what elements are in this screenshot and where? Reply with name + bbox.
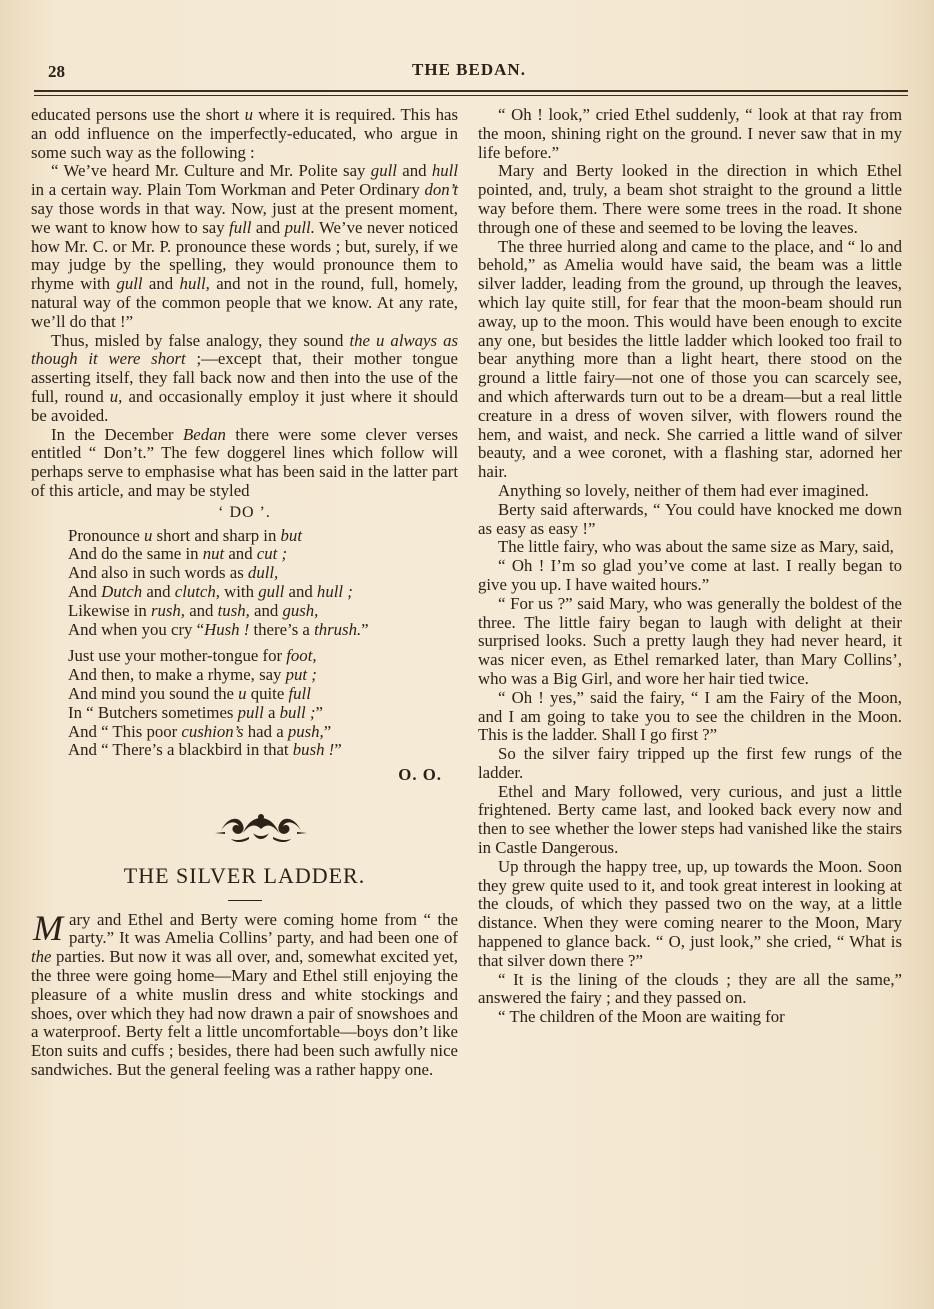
- text-run: Pronounce: [68, 525, 144, 545]
- header-rule-thick: [34, 90, 908, 92]
- italic-text: pull: [237, 702, 264, 722]
- story-paragraph: “ Oh ! look,” cried Ethel suddenly, “ look at that ray from the moon, shining right on the ground. I never saw that in my life before.”: [478, 105, 902, 162]
- italic-text: gull: [116, 274, 143, 294]
- header-rule-thin: [34, 95, 908, 96]
- paragraph: [31, 332, 458, 426]
- left-column: [31, 106, 458, 1080]
- text-run: quite: [246, 683, 289, 703]
- italic-text: push,: [287, 721, 324, 741]
- italic-text: hull,: [179, 274, 210, 294]
- italic-text: rush,: [150, 600, 186, 620]
- story-paragraph: “ Oh ! I’m so glad you’ve come at last. I really began to give you up. I have waited hours.”: [478, 556, 902, 594]
- story-paragraph: Up through the happy tree, up, up towards the Moon. Soon they grew quite used to it, and took great interest in looking at the clouds, of which they passed two on the way, at a little distance. When they were coming nearer to the Moon, Mary happened to glance back. “ O, just look,” she cried, “ What is that silver down there ?”: [478, 856, 902, 970]
- paragraph: [31, 162, 458, 331]
- title-divider: [228, 900, 262, 901]
- story-title: THE SILVER LADDER.: [123, 862, 366, 888]
- text-run: Likewise in: [68, 600, 151, 620]
- text-run: ”: [323, 721, 332, 741]
- italic-text: u: [238, 683, 247, 703]
- text-run: a: [263, 702, 280, 722]
- italic-text: foot,: [286, 646, 317, 666]
- story-paragraph: Mary and Berty looked in the direction in which Ethel pointed, and, truly, a beam shot straight to the ground a little way before them. There were some trees in the road. It shone through one of these and seemed to be loving the leaves.: [478, 161, 902, 237]
- italic-text: full: [229, 217, 252, 237]
- text-run: And “ There’s a blackbird in that: [68, 740, 293, 760]
- story-paragraph: “ It is the lining of the clouds ; they are all the same,” answered the fairy ; and they passed on.: [478, 969, 902, 1008]
- poem-line: [68, 723, 458, 742]
- poem-line: [68, 583, 458, 602]
- italic-text: tush,: [217, 600, 250, 620]
- text-run: say those words in that way. Now, just at the present moment, we want to know how to say: [31, 198, 458, 237]
- text-run: And mind you sound the: [68, 683, 239, 703]
- text-run: and occasionally employ it just where it should be avoided.: [31, 386, 458, 425]
- italic-text: cushion’s: [181, 721, 244, 741]
- italic-text: pull.: [284, 217, 315, 237]
- poem-line: [68, 647, 458, 666]
- italic-text: gull: [370, 161, 397, 181]
- italic-text: nut: [202, 544, 225, 564]
- text-run: and: [185, 600, 218, 620]
- text-run: And also in such words as: [68, 563, 248, 583]
- page-header: [32, 58, 906, 80]
- story-paragraph: Anything so lovely, neither of them had ever imagined.: [498, 480, 869, 500]
- story-paragraph: So the silver fairy tripped up the first few rungs of the ladder.: [478, 744, 902, 782]
- text-run: there’s a: [249, 619, 315, 639]
- text-run: and: [396, 161, 432, 181]
- text-run: And when you cry “: [68, 619, 205, 639]
- text-run: And: [68, 581, 102, 601]
- poem-stanza: [68, 527, 458, 640]
- italic-text: hull: [431, 161, 458, 181]
- italic-text: put ;: [285, 665, 317, 685]
- text-run: In the December: [51, 424, 184, 444]
- italic-text: gull: [258, 581, 285, 601]
- italic-text: but: [280, 525, 302, 545]
- italic-text: u,: [109, 386, 123, 406]
- text-run: had a: [243, 721, 288, 741]
- text-run: there were some clever verses entitled “ Don’t.” The few doggerel lines which follow will perhaps serve to emphasise what has been said in the latter part of this article, and may be styled: [31, 424, 459, 500]
- text-run: and: [224, 544, 257, 564]
- running-title: THE BEDAN.: [412, 60, 526, 79]
- text-run: And “ This poor: [68, 721, 182, 741]
- text-run: and not in the round, full, homely, natural way of the common people that we know. At any rate, we’ll do that !”: [31, 274, 458, 331]
- italic-text: the u always as though it were short: [31, 330, 458, 369]
- poem: [68, 527, 458, 761]
- italic-text: u: [143, 525, 153, 545]
- italic-text: Hush !: [204, 619, 250, 639]
- text-run: And do the same in: [68, 544, 203, 564]
- poem-line: [68, 685, 458, 704]
- text-run: Thus, misled by false analogy, they sound: [51, 330, 350, 350]
- story-paragraph: “ Oh ! yes,” said the fairy, “ I am the Fairy of the Moon, and I am going to take you to see the children in the Moon. This is the ladder. Shall I go first ?”: [478, 687, 902, 745]
- poem-signature: O. O.: [398, 765, 442, 785]
- text-run: and: [142, 581, 175, 601]
- story-paragraph: Ethel and Mary followed, very curious, and just a little frightened. Berty came last, and looked back every now and then to see whether the lower steps had vanished like the stairs in Castle Dangerous.: [478, 781, 902, 858]
- poem-stanza: [68, 647, 458, 760]
- text-run: “ We’ve heard Mr. Culture and Mr. Polite say: [51, 161, 371, 181]
- text-run: In “ Butchers sometimes: [68, 702, 238, 722]
- poem-line: [68, 602, 458, 621]
- text-run: ;—except that, their mother tongue asserting itself, they fall back now and then into the use of the full, round: [31, 349, 459, 406]
- poem-line: [68, 741, 458, 760]
- text-run: in a certain way. Plain Tom Workman and Peter Ordinary: [31, 180, 425, 200]
- text-run: short and sharp in: [152, 525, 281, 545]
- story-paragraph: The little fairy, who was about the same size as Mary, said,: [498, 537, 894, 557]
- drop-cap: M: [33, 907, 63, 948]
- poem-line: [68, 621, 458, 640]
- text-run: And then, to make a rhyme, say: [68, 665, 286, 685]
- text-run: ”: [361, 619, 369, 639]
- right-column: [478, 106, 902, 1027]
- text-run: ”: [315, 702, 323, 722]
- paragraph: educated persons use the short u where it is required. This has an odd influence on the imperfectly-educated, who argue in some such way as the following :: [31, 105, 459, 162]
- text-run: We’ve never noticed how Mr. C. or Mr. P. pronounce these words ; but, surely, if we may judge by the spelling, they would pronounce them to rhyme with: [31, 217, 458, 294]
- text-run: and: [251, 217, 285, 237]
- story-paragraph: “ The children of the Moon are waiting for: [498, 1007, 785, 1027]
- italic-text: dull,: [247, 563, 279, 583]
- text-run: parties. But now it was all over, and, somewhat excited yet, the three were going home—Mary and Ethel still enjoying the pleasure of a white muslin dress and white stockings and shoes, over which they had now drawn a pair of snowshoes and a waterproof. Berty felt a little uncomfortable—boys don’t like Eton suits and cuffs ; besides, there had been such awfully nice sandwiches. But the general feeling was a rather happy one.: [31, 947, 458, 1080]
- poem-line: [68, 704, 458, 723]
- italic-text: thrush.: [314, 619, 362, 639]
- story-paragraph: [31, 907, 458, 1080]
- text-run: and: [284, 581, 317, 601]
- italic-text: bush !: [292, 740, 335, 760]
- italic-text: don’t: [424, 180, 458, 200]
- paragraph: [31, 426, 458, 501]
- story-paragraph: “ For us ?” said Mary, who was generally the boldest of the three. The little fairy began to laugh with delight at their surprised looks. Such a pretty laugh they had never heard, it was nicer even, as Ethel remarked later, than Mary Collins’, who was a Big Girl, and wore her hair tied twice.: [478, 593, 902, 688]
- italic-text: Bedan: [183, 424, 226, 444]
- italic-text: gush,: [282, 600, 319, 620]
- italic-text: the: [31, 947, 52, 967]
- italic-text: full: [288, 683, 311, 703]
- italic-text: bull ;: [279, 702, 316, 722]
- poem-line: [68, 527, 458, 546]
- text-run: with: [219, 581, 259, 601]
- poem-line: [68, 545, 458, 564]
- story-paragraph: The three hurried along and came to the place, and “ lo and behold,” as Amelia would have said, the beam was a little silver ladder, leading from the ground, up through the leaves, which lay quite still, for fear that the moon-beam should run away, up to the moon. This would have been enough to excite any one, but besides the little ladder which looked too frail to bear anything more than a light heart, there stood on the ground a little fairy—not one of those you can scarcely see, and which afterwards turn out to be a dream—but a real little creature in a dress of woven silver, with flowers round the hem, and waist, and neck. She carried a little wand of silver beauty, and a wee coronet, with a flashing star, adorned her hair.: [478, 236, 902, 482]
- text-run: ary and Ethel and Berty were coming home from “ the party.” It was Amelia Collins’ party, and had been one of: [69, 909, 458, 948]
- text-run: ”: [334, 740, 342, 760]
- italic-text: cut ;: [256, 544, 288, 564]
- italic-text: hull ;: [316, 581, 353, 601]
- text-run: and: [249, 600, 283, 620]
- decorative-ornament-icon: [213, 803, 309, 847]
- text-run: Just use your mother-tongue for: [68, 646, 287, 666]
- poem-line: [68, 564, 458, 583]
- poem-line: [68, 666, 458, 685]
- italic-text: Dutch: [101, 581, 143, 601]
- text-run: and: [142, 274, 180, 294]
- story-paragraph: Berty said afterwards, “ You could have knocked me down as easy as easy !”: [478, 499, 902, 538]
- page-number: 28: [48, 62, 65, 81]
- italic-text: clutch,: [174, 581, 220, 601]
- poem-heading: ‘ DO ’.: [218, 503, 271, 521]
